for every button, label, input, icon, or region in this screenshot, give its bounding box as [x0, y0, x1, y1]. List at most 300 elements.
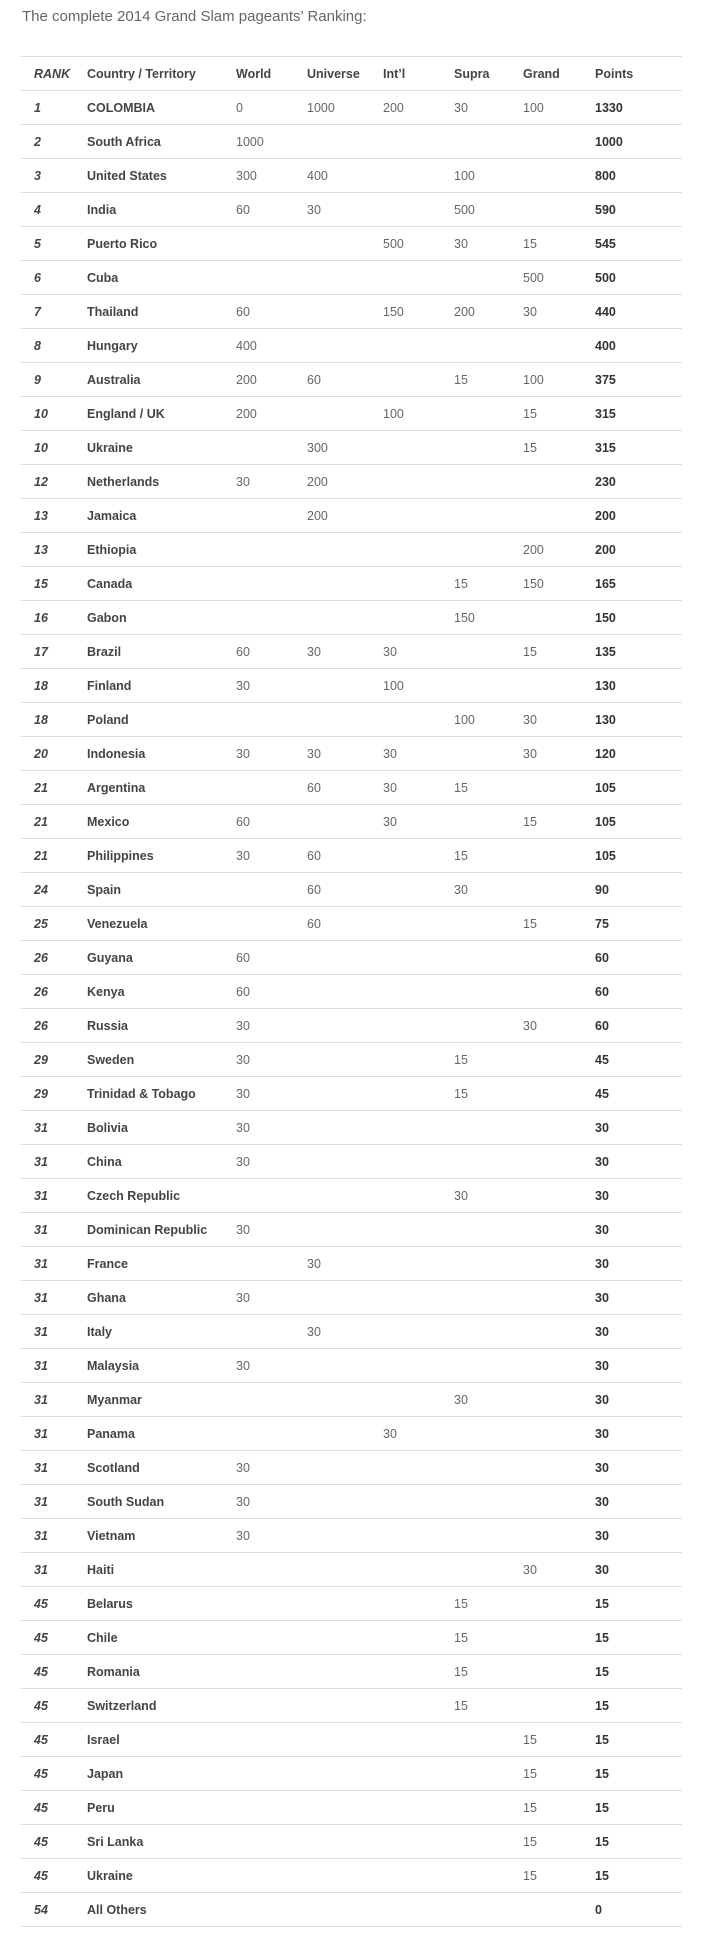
country-cell: Sri Lanka: [74, 1825, 223, 1859]
universe-cell: 60: [294, 839, 370, 873]
universe-cell: [294, 329, 370, 363]
table-row: [21, 1179, 682, 1213]
table-row: [21, 261, 682, 295]
universe-cell: [294, 669, 370, 703]
world-cell: 30: [223, 1111, 294, 1145]
universe-cell: [294, 1451, 370, 1485]
country-cell: Ethiopia: [74, 533, 223, 567]
grand-cell: [510, 1621, 582, 1655]
country-cell: Brazil: [74, 635, 223, 669]
rank-cell: 54: [21, 1893, 74, 1927]
world-cell: [223, 1383, 294, 1417]
table-row: [21, 771, 682, 805]
grand-cell: 30: [510, 295, 582, 329]
ranking-table: [21, 56, 682, 1927]
international-cell: [370, 1893, 441, 1927]
world-cell: [223, 1553, 294, 1587]
grand-cell: [510, 1111, 582, 1145]
points-cell: 15: [582, 1791, 682, 1825]
world-cell: 200: [223, 397, 294, 431]
universe-cell: [294, 1349, 370, 1383]
universe-cell: [294, 1043, 370, 1077]
international-cell: [370, 1179, 441, 1213]
supra-cell: [441, 737, 510, 771]
international-cell: [370, 1553, 441, 1587]
grand-cell: [510, 1043, 582, 1077]
grand-cell: [510, 1383, 582, 1417]
grand-cell: [510, 1655, 582, 1689]
country-cell: Romania: [74, 1655, 223, 1689]
universe-cell: [294, 975, 370, 1009]
country-cell: Guyana: [74, 941, 223, 975]
supra-cell: [441, 1281, 510, 1315]
international-cell: [370, 363, 441, 397]
table-row: [21, 125, 682, 159]
rank-cell: 45: [21, 1689, 74, 1723]
universe-cell: 30: [294, 193, 370, 227]
world-cell: [223, 1791, 294, 1825]
rank-cell: 31: [21, 1315, 74, 1349]
table-row: [21, 1621, 682, 1655]
grand-cell: 15: [510, 1859, 582, 1893]
world-cell: [223, 601, 294, 635]
rank-cell: 5: [21, 227, 74, 261]
world-cell: [223, 771, 294, 805]
universe-cell: [294, 1893, 370, 1927]
table-row: [21, 703, 682, 737]
supra-cell: 15: [441, 771, 510, 805]
supra-cell: 100: [441, 703, 510, 737]
grand-cell: 15: [510, 635, 582, 669]
points-cell: 15: [582, 1723, 682, 1757]
country-cell: Belarus: [74, 1587, 223, 1621]
header-supra: Supra: [441, 57, 510, 91]
international-cell: [370, 1281, 441, 1315]
international-cell: 100: [370, 397, 441, 431]
international-cell: 200: [370, 91, 441, 125]
points-cell: 440: [582, 295, 682, 329]
world-cell: [223, 567, 294, 601]
international-cell: [370, 193, 441, 227]
universe-cell: [294, 397, 370, 431]
grand-cell: 15: [510, 805, 582, 839]
table-row: [21, 601, 682, 635]
international-cell: [370, 329, 441, 363]
universe-cell: [294, 1417, 370, 1451]
world-cell: 1000: [223, 125, 294, 159]
rank-cell: 31: [21, 1485, 74, 1519]
table-row: [21, 1213, 682, 1247]
supra-cell: [441, 1111, 510, 1145]
supra-cell: [441, 533, 510, 567]
supra-cell: 15: [441, 1077, 510, 1111]
international-cell: 30: [370, 771, 441, 805]
table-row: [21, 499, 682, 533]
header-universe: Universe: [294, 57, 370, 91]
grand-cell: [510, 669, 582, 703]
grand-cell: [510, 1689, 582, 1723]
grand-cell: [510, 1145, 582, 1179]
grand-cell: [510, 159, 582, 193]
points-cell: 315: [582, 431, 682, 465]
world-cell: 30: [223, 1519, 294, 1553]
supra-cell: [441, 941, 510, 975]
supra-cell: 15: [441, 1587, 510, 1621]
supra-cell: 30: [441, 1383, 510, 1417]
supra-cell: [441, 1485, 510, 1519]
country-cell: Scotland: [74, 1451, 223, 1485]
international-cell: [370, 1519, 441, 1553]
rank-cell: 9: [21, 363, 74, 397]
universe-cell: [294, 1179, 370, 1213]
grand-cell: [510, 1349, 582, 1383]
international-cell: [370, 839, 441, 873]
table-row: [21, 1859, 682, 1893]
header-grand: Grand: [510, 57, 582, 91]
rank-cell: 21: [21, 771, 74, 805]
universe-cell: [294, 1213, 370, 1247]
grand-cell: [510, 601, 582, 635]
grand-cell: 30: [510, 1009, 582, 1043]
country-cell: Hungary: [74, 329, 223, 363]
international-cell: [370, 1655, 441, 1689]
points-cell: 15: [582, 1621, 682, 1655]
supra-cell: [441, 1213, 510, 1247]
universe-cell: 30: [294, 635, 370, 669]
rank-cell: 18: [21, 703, 74, 737]
country-cell: Gabon: [74, 601, 223, 635]
international-cell: [370, 1111, 441, 1145]
world-cell: [223, 1893, 294, 1927]
table-row: [21, 941, 682, 975]
points-cell: 30: [582, 1451, 682, 1485]
universe-cell: [294, 805, 370, 839]
grand-cell: [510, 1519, 582, 1553]
points-cell: 30: [582, 1519, 682, 1553]
country-cell: Spain: [74, 873, 223, 907]
supra-cell: [441, 261, 510, 295]
supra-cell: [441, 329, 510, 363]
rank-cell: 31: [21, 1349, 74, 1383]
table-row: [21, 329, 682, 363]
rank-cell: 45: [21, 1757, 74, 1791]
points-cell: 1330: [582, 91, 682, 125]
world-cell: [223, 1723, 294, 1757]
rank-cell: 45: [21, 1791, 74, 1825]
supra-cell: [441, 907, 510, 941]
grand-cell: [510, 1451, 582, 1485]
universe-cell: [294, 1723, 370, 1757]
points-cell: 105: [582, 839, 682, 873]
points-cell: 120: [582, 737, 682, 771]
universe-cell: 60: [294, 771, 370, 805]
country-cell: Russia: [74, 1009, 223, 1043]
universe-cell: [294, 1485, 370, 1519]
country-cell: India: [74, 193, 223, 227]
country-cell: Canada: [74, 567, 223, 601]
rank-cell: 7: [21, 295, 74, 329]
grand-cell: 15: [510, 397, 582, 431]
supra-cell: [441, 1757, 510, 1791]
points-cell: 30: [582, 1213, 682, 1247]
table-row: [21, 193, 682, 227]
header-rank: RANK: [21, 57, 74, 91]
country-cell: Chile: [74, 1621, 223, 1655]
table-row: [21, 1553, 682, 1587]
universe-cell: [294, 1077, 370, 1111]
world-cell: [223, 1247, 294, 1281]
table-row: [21, 1757, 682, 1791]
universe-cell: [294, 941, 370, 975]
international-cell: [370, 873, 441, 907]
country-cell: South Africa: [74, 125, 223, 159]
table-row: [21, 1349, 682, 1383]
international-cell: [370, 1383, 441, 1417]
supra-cell: [441, 1247, 510, 1281]
world-cell: [223, 1315, 294, 1349]
table-row: [21, 567, 682, 601]
grand-cell: 200: [510, 533, 582, 567]
table-row: [21, 839, 682, 873]
supra-cell: 200: [441, 295, 510, 329]
table-row: [21, 1587, 682, 1621]
grand-cell: 150: [510, 567, 582, 601]
country-cell: China: [74, 1145, 223, 1179]
rank-cell: 31: [21, 1247, 74, 1281]
world-cell: 30: [223, 465, 294, 499]
country-cell: Argentina: [74, 771, 223, 805]
supra-cell: [441, 1315, 510, 1349]
rank-cell: 2: [21, 125, 74, 159]
universe-cell: [294, 533, 370, 567]
world-cell: [223, 227, 294, 261]
points-cell: 130: [582, 703, 682, 737]
country-cell: Malaysia: [74, 1349, 223, 1383]
universe-cell: [294, 1859, 370, 1893]
universe-cell: [294, 1009, 370, 1043]
table-row: [21, 975, 682, 1009]
rank-cell: 45: [21, 1859, 74, 1893]
world-cell: [223, 1757, 294, 1791]
international-cell: [370, 1043, 441, 1077]
points-cell: 15: [582, 1859, 682, 1893]
points-cell: 545: [582, 227, 682, 261]
universe-cell: 400: [294, 159, 370, 193]
grand-cell: [510, 1281, 582, 1315]
world-cell: 0: [223, 91, 294, 125]
points-cell: 30: [582, 1485, 682, 1519]
table-row: [21, 1485, 682, 1519]
rank-cell: 1: [21, 91, 74, 125]
points-cell: 230: [582, 465, 682, 499]
points-cell: 30: [582, 1247, 682, 1281]
world-cell: 30: [223, 1009, 294, 1043]
grand-cell: [510, 193, 582, 227]
universe-cell: [294, 601, 370, 635]
rank-cell: 13: [21, 499, 74, 533]
world-cell: [223, 873, 294, 907]
points-cell: 165: [582, 567, 682, 601]
table-row: [21, 1417, 682, 1451]
international-cell: [370, 261, 441, 295]
country-cell: Haiti: [74, 1553, 223, 1587]
world-cell: [223, 261, 294, 295]
country-cell: Ukraine: [74, 431, 223, 465]
supra-cell: 15: [441, 567, 510, 601]
supra-cell: [441, 1417, 510, 1451]
world-cell: 30: [223, 1043, 294, 1077]
international-cell: 30: [370, 1417, 441, 1451]
rank-cell: 31: [21, 1417, 74, 1451]
intro-text: The complete 2014 Grand Slam pageants’ Ranking:: [22, 8, 367, 25]
world-cell: [223, 1179, 294, 1213]
universe-cell: [294, 1689, 370, 1723]
country-cell: Poland: [74, 703, 223, 737]
supra-cell: 30: [441, 873, 510, 907]
country-cell: Trinidad & Tobago: [74, 1077, 223, 1111]
supra-cell: 15: [441, 1621, 510, 1655]
country-cell: Israel: [74, 1723, 223, 1757]
country-cell: Myanmar: [74, 1383, 223, 1417]
country-cell: Puerto Rico: [74, 227, 223, 261]
world-cell: 60: [223, 975, 294, 1009]
international-cell: [370, 1757, 441, 1791]
country-cell: Peru: [74, 1791, 223, 1825]
country-cell: Ghana: [74, 1281, 223, 1315]
points-cell: 30: [582, 1315, 682, 1349]
country-cell: Ukraine: [74, 1859, 223, 1893]
table-row: [21, 805, 682, 839]
universe-cell: [294, 1383, 370, 1417]
international-cell: [370, 975, 441, 1009]
points-cell: 30: [582, 1349, 682, 1383]
universe-cell: [294, 1791, 370, 1825]
grand-cell: [510, 941, 582, 975]
rank-cell: 31: [21, 1111, 74, 1145]
country-cell: Mexico: [74, 805, 223, 839]
rank-cell: 24: [21, 873, 74, 907]
supra-cell: [441, 1009, 510, 1043]
points-cell: 60: [582, 941, 682, 975]
rank-cell: 31: [21, 1281, 74, 1315]
supra-cell: [441, 635, 510, 669]
world-cell: [223, 499, 294, 533]
supra-cell: 150: [441, 601, 510, 635]
points-cell: 15: [582, 1825, 682, 1859]
rank-cell: 45: [21, 1621, 74, 1655]
universe-cell: [294, 1145, 370, 1179]
rank-cell: 4: [21, 193, 74, 227]
rank-cell: 3: [21, 159, 74, 193]
world-cell: 30: [223, 839, 294, 873]
table-row: [21, 873, 682, 907]
points-cell: 45: [582, 1043, 682, 1077]
rank-cell: 31: [21, 1383, 74, 1417]
country-cell: Panama: [74, 1417, 223, 1451]
rank-cell: 31: [21, 1451, 74, 1485]
country-cell: Venezuela: [74, 907, 223, 941]
supra-cell: [441, 1723, 510, 1757]
rank-cell: 26: [21, 1009, 74, 1043]
country-cell: Thailand: [74, 295, 223, 329]
table-row: [21, 669, 682, 703]
universe-cell: [294, 227, 370, 261]
universe-cell: 60: [294, 363, 370, 397]
universe-cell: 300: [294, 431, 370, 465]
points-cell: 200: [582, 533, 682, 567]
world-cell: 30: [223, 1077, 294, 1111]
points-cell: 400: [582, 329, 682, 363]
supra-cell: 15: [441, 363, 510, 397]
table-row: [21, 635, 682, 669]
table-row: [21, 431, 682, 465]
grand-cell: [510, 975, 582, 1009]
supra-cell: [441, 1553, 510, 1587]
header-country: Country / Territory: [74, 57, 223, 91]
world-cell: 400: [223, 329, 294, 363]
points-cell: 800: [582, 159, 682, 193]
supra-cell: [441, 1349, 510, 1383]
supra-cell: [441, 805, 510, 839]
international-cell: 30: [370, 805, 441, 839]
international-cell: [370, 1247, 441, 1281]
grand-cell: [510, 1417, 582, 1451]
points-cell: 500: [582, 261, 682, 295]
rank-cell: 31: [21, 1145, 74, 1179]
international-cell: [370, 1791, 441, 1825]
rank-cell: 18: [21, 669, 74, 703]
table-row: [21, 1825, 682, 1859]
universe-cell: [294, 703, 370, 737]
table-row: [21, 1315, 682, 1349]
supra-cell: 30: [441, 1179, 510, 1213]
points-cell: 15: [582, 1689, 682, 1723]
universe-cell: 30: [294, 1247, 370, 1281]
international-cell: [370, 431, 441, 465]
points-cell: 1000: [582, 125, 682, 159]
international-cell: [370, 941, 441, 975]
grand-cell: [510, 873, 582, 907]
table-row: [21, 1281, 682, 1315]
world-cell: 30: [223, 1485, 294, 1519]
universe-cell: 60: [294, 907, 370, 941]
country-cell: Switzerland: [74, 1689, 223, 1723]
grand-cell: [510, 1485, 582, 1519]
international-cell: [370, 465, 441, 499]
international-cell: [370, 1825, 441, 1859]
international-cell: 30: [370, 737, 441, 771]
points-cell: 30: [582, 1111, 682, 1145]
supra-cell: 15: [441, 1655, 510, 1689]
rank-cell: 20: [21, 737, 74, 771]
grand-cell: [510, 1587, 582, 1621]
supra-cell: 15: [441, 1043, 510, 1077]
international-cell: [370, 1009, 441, 1043]
rank-cell: 26: [21, 941, 74, 975]
world-cell: 60: [223, 805, 294, 839]
international-cell: [370, 533, 441, 567]
international-cell: 100: [370, 669, 441, 703]
country-cell: Italy: [74, 1315, 223, 1349]
universe-cell: [294, 1621, 370, 1655]
world-cell: [223, 1655, 294, 1689]
international-cell: [370, 567, 441, 601]
points-cell: 315: [582, 397, 682, 431]
rank-cell: 16: [21, 601, 74, 635]
universe-cell: [294, 1655, 370, 1689]
table-row: [21, 1145, 682, 1179]
world-cell: 60: [223, 193, 294, 227]
